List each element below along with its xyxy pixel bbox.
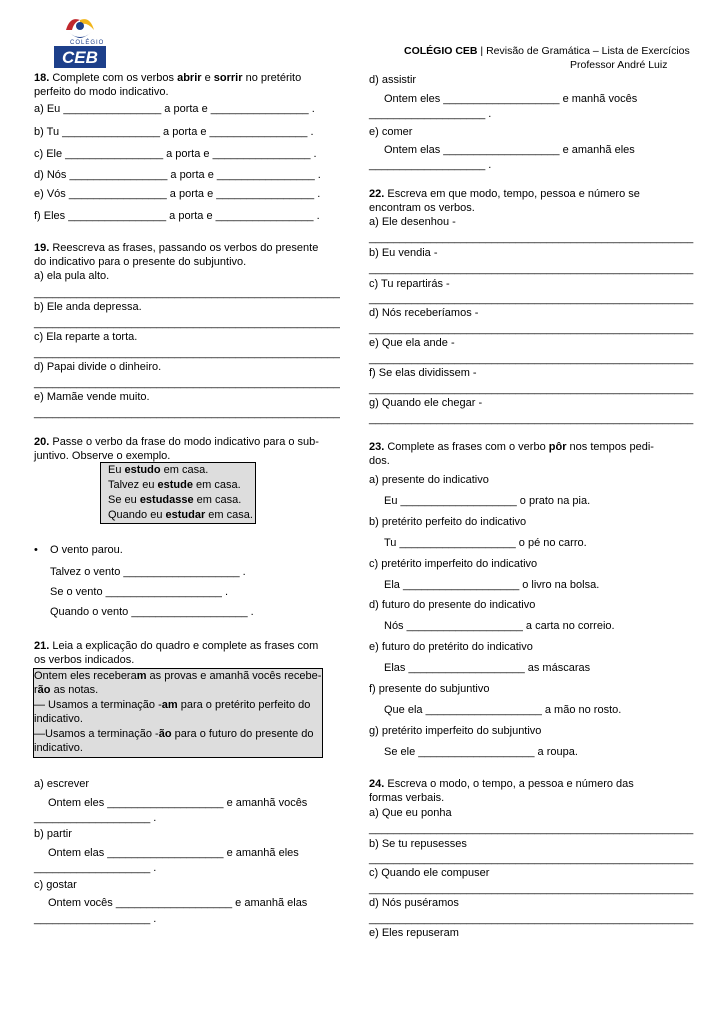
- q20-heading-2: juntivo. Observe o exemplo.: [34, 450, 171, 462]
- q21-item-b-line1: Ontem elas ___________________ e amanhã eles: [48, 847, 299, 859]
- q21-item-d-label: d) assistir: [369, 74, 417, 86]
- q23-item-c-answer: Ela ___________________ o livro na bolsa.: [384, 579, 600, 591]
- q23-item-d-answer: Nós ___________________ a carta no correio.: [384, 620, 615, 632]
- q21-item-b-line2: ___________________ .: [34, 862, 157, 874]
- answer-line: _____________________________________________________: [369, 293, 694, 305]
- answer-line: _____________________________________________________: [369, 353, 694, 365]
- q24-item-e: e) Eles repuseram: [369, 927, 459, 939]
- q20-answer-1: Talvez o vento ___________________ .: [50, 566, 246, 578]
- q23-item-f-label: f) presente do subjuntivo: [369, 683, 490, 695]
- q21-item-a-label: a) escrever: [34, 778, 90, 790]
- q23-item-b-answer: Tu ___________________ o pé no carro.: [384, 537, 587, 549]
- answer-line: _____________________________________________________: [369, 853, 694, 865]
- answer-line: _____________________________________________________: [369, 232, 694, 244]
- q20-answer-2: Se o vento ___________________ .: [50, 586, 228, 598]
- q21-item-e-line2: ___________________ .: [369, 159, 492, 171]
- logo-top-text: COLÉGIO: [70, 40, 105, 46]
- q24-heading: 24. Escreva o modo, o tempo, a pessoa e número das: [369, 778, 634, 790]
- q23-item-g-label: g) pretérito imperfeito do subjuntivo: [369, 725, 542, 737]
- q23-heading: 23. Complete as frases com o verbo pôr nos tempos pedi-: [369, 441, 654, 453]
- q23-item-a-label: a) presente do indicativo: [369, 474, 489, 486]
- box-line-5: —Usamos a terminação -ão para o futuro do presente do: [34, 728, 314, 740]
- q23-item-d-label: d) futuro do presente do indicativo: [369, 599, 536, 611]
- example-line-4: Quando eu estudar em casa.: [108, 509, 253, 521]
- answer-line: __________________________________________________: [34, 287, 340, 299]
- box-line-3: — Usamos a terminação -am para o pretérito perfeito do: [34, 699, 311, 711]
- answer-line: __________________________________________________: [34, 317, 340, 329]
- q19-item-e: e) Mamãe vende muito.: [34, 391, 150, 403]
- q21-item-e-line1: Ontem elas ___________________ e amanhã eles: [384, 144, 635, 156]
- q19-heading-2: do indicativo para o presente do subjuntivo.: [34, 256, 247, 268]
- q19-item-c: c) Ela reparte a torta.: [34, 331, 138, 343]
- answer-line: __________________________________________________: [34, 407, 340, 419]
- q23-item-a-answer: Eu ___________________ o prato na pia.: [384, 495, 591, 507]
- q23-heading-2: dos.: [369, 455, 390, 467]
- answer-line: __________________________________________________: [34, 377, 340, 389]
- answer-line: _____________________________________________________: [369, 263, 694, 275]
- q18-item-e: e) Vós ________________ a porta e ________________ .: [34, 188, 321, 200]
- q20-heading: 20. Passe o verbo da frase do modo indicativo para o sub-: [34, 436, 319, 448]
- q18-item-f: f) Eles ________________ a porta e ________________ .: [34, 210, 320, 222]
- box-line-1: Ontem eles receberam as provas e amanhã vocês recebe-: [34, 670, 322, 682]
- q22-item-c: c) Tu repartirás -: [369, 278, 450, 290]
- q21-heading: 21. Leia a explicação do quadro e complete as frases com: [34, 640, 319, 652]
- example-line-3: Se eu estudasse em casa.: [108, 494, 242, 506]
- box-line-6: indicativo.: [34, 742, 83, 754]
- q21-item-c-line1: Ontem vocês ___________________ e amanhã elas: [48, 897, 308, 909]
- q24-item-d: d) Nós puséramos: [369, 897, 459, 909]
- q21-item-a-line2: ___________________ .: [34, 812, 157, 824]
- q18-item-c: c) Ele ________________ a porta e ________________ .: [34, 148, 317, 160]
- q20-answer-3: Quando o vento ___________________ .: [50, 606, 254, 618]
- q23-item-b-label: b) pretérito perfeito do indicativo: [369, 516, 527, 528]
- answer-line: _____________________________________________________: [369, 413, 694, 425]
- q23-item-c-label: c) pretérito imperfeito do indicativo: [369, 558, 538, 570]
- q18-heading-2: perfeito do modo indicativo.: [34, 86, 169, 98]
- answer-line: _____________________________________________________: [369, 913, 694, 925]
- q21-item-b-label: b) partir: [34, 828, 72, 840]
- q24-item-b: b) Se tu repusesses: [369, 838, 467, 850]
- header-teacher: Professor André Luiz: [570, 59, 668, 71]
- box-line-4: indicativo.: [34, 713, 83, 725]
- q18-heading: 18. Complete com os verbos abrir e sorrir no pretérito: [34, 72, 302, 84]
- q21-item-c-label: c) gostar: [34, 879, 77, 891]
- q22-item-g: g) Quando ele chegar -: [369, 397, 483, 409]
- q21-item-d-line2: ___________________ .: [369, 108, 492, 120]
- logo-main-text: CEB: [62, 48, 98, 67]
- example-line-2: Talvez eu estude em casa.: [108, 479, 241, 491]
- box-line-2: rão as notas.: [34, 684, 99, 696]
- q19-heading: 19. Reescreva as frases, passando os verbos do presente: [34, 242, 319, 254]
- answer-line: __________________________________________________: [34, 347, 340, 359]
- q22-heading: 22. Escreva em que modo, tempo, pessoa e número se: [369, 188, 640, 200]
- q21-item-c-line2: ___________________ .: [34, 913, 157, 925]
- school-logo: [44, 12, 116, 70]
- q22-item-a: a) Ele desenhou -: [369, 216, 456, 228]
- q21-item-d-line1: Ontem eles ___________________ e manhã vocês: [384, 93, 638, 105]
- answer-line: _____________________________________________________: [369, 823, 694, 835]
- q21-item-e-label: e) comer: [369, 126, 413, 138]
- q22-item-e: e) Que ela ande -: [369, 337, 455, 349]
- q19-item-b: b) Ele anda depressa.: [34, 301, 142, 313]
- q24-heading-2: formas verbais.: [369, 792, 445, 804]
- header-title: COLÉGIO CEB | Revisão de Gramática – Lista de Exercícios: [404, 45, 690, 57]
- answer-line: _____________________________________________________: [369, 883, 694, 895]
- q22-item-f: f) Se elas dividissem -: [369, 367, 477, 379]
- example-line-1: Eu estudo em casa.: [108, 464, 209, 476]
- q22-heading-2: encontram os verbos.: [369, 202, 475, 214]
- q22-item-b: b) Eu vendia -: [369, 247, 438, 259]
- q18-item-b: b) Tu ________________ a porta e ________________ .: [34, 126, 314, 138]
- q22-item-d: d) Nós receberíamos -: [369, 307, 479, 319]
- q21-heading-2: os verbos indicados.: [34, 654, 135, 666]
- answer-line: _____________________________________________________: [369, 323, 694, 335]
- q24-item-c: c) Quando ele compuser: [369, 867, 490, 879]
- bullet-icon: •: [34, 544, 38, 556]
- q24-item-a: a) Que eu ponha: [369, 807, 452, 819]
- q19-item-a: a) ela pula alto.: [34, 270, 110, 282]
- answer-line: _____________________________________________________: [369, 383, 694, 395]
- q20-sentence: O vento parou.: [50, 544, 123, 556]
- q23-item-f-answer: Que ela ___________________ a mão no rosto.: [384, 704, 622, 716]
- q18-item-a: a) Eu ________________ a porta e ________________ .: [34, 103, 315, 115]
- q23-item-e-label: e) futuro do pretérito do indicativo: [369, 641, 533, 653]
- q21-item-a-line1: Ontem eles ___________________ e amanhã vocês: [48, 797, 308, 809]
- q23-item-e-answer: Elas ___________________ as máscaras: [384, 662, 591, 674]
- q19-item-d: d) Papai divide o dinheiro.: [34, 361, 162, 373]
- q23-item-g-answer: Se ele ___________________ a roupa.: [384, 746, 578, 758]
- q18-item-d: d) Nós ________________ a porta e ________________ .: [34, 169, 321, 181]
